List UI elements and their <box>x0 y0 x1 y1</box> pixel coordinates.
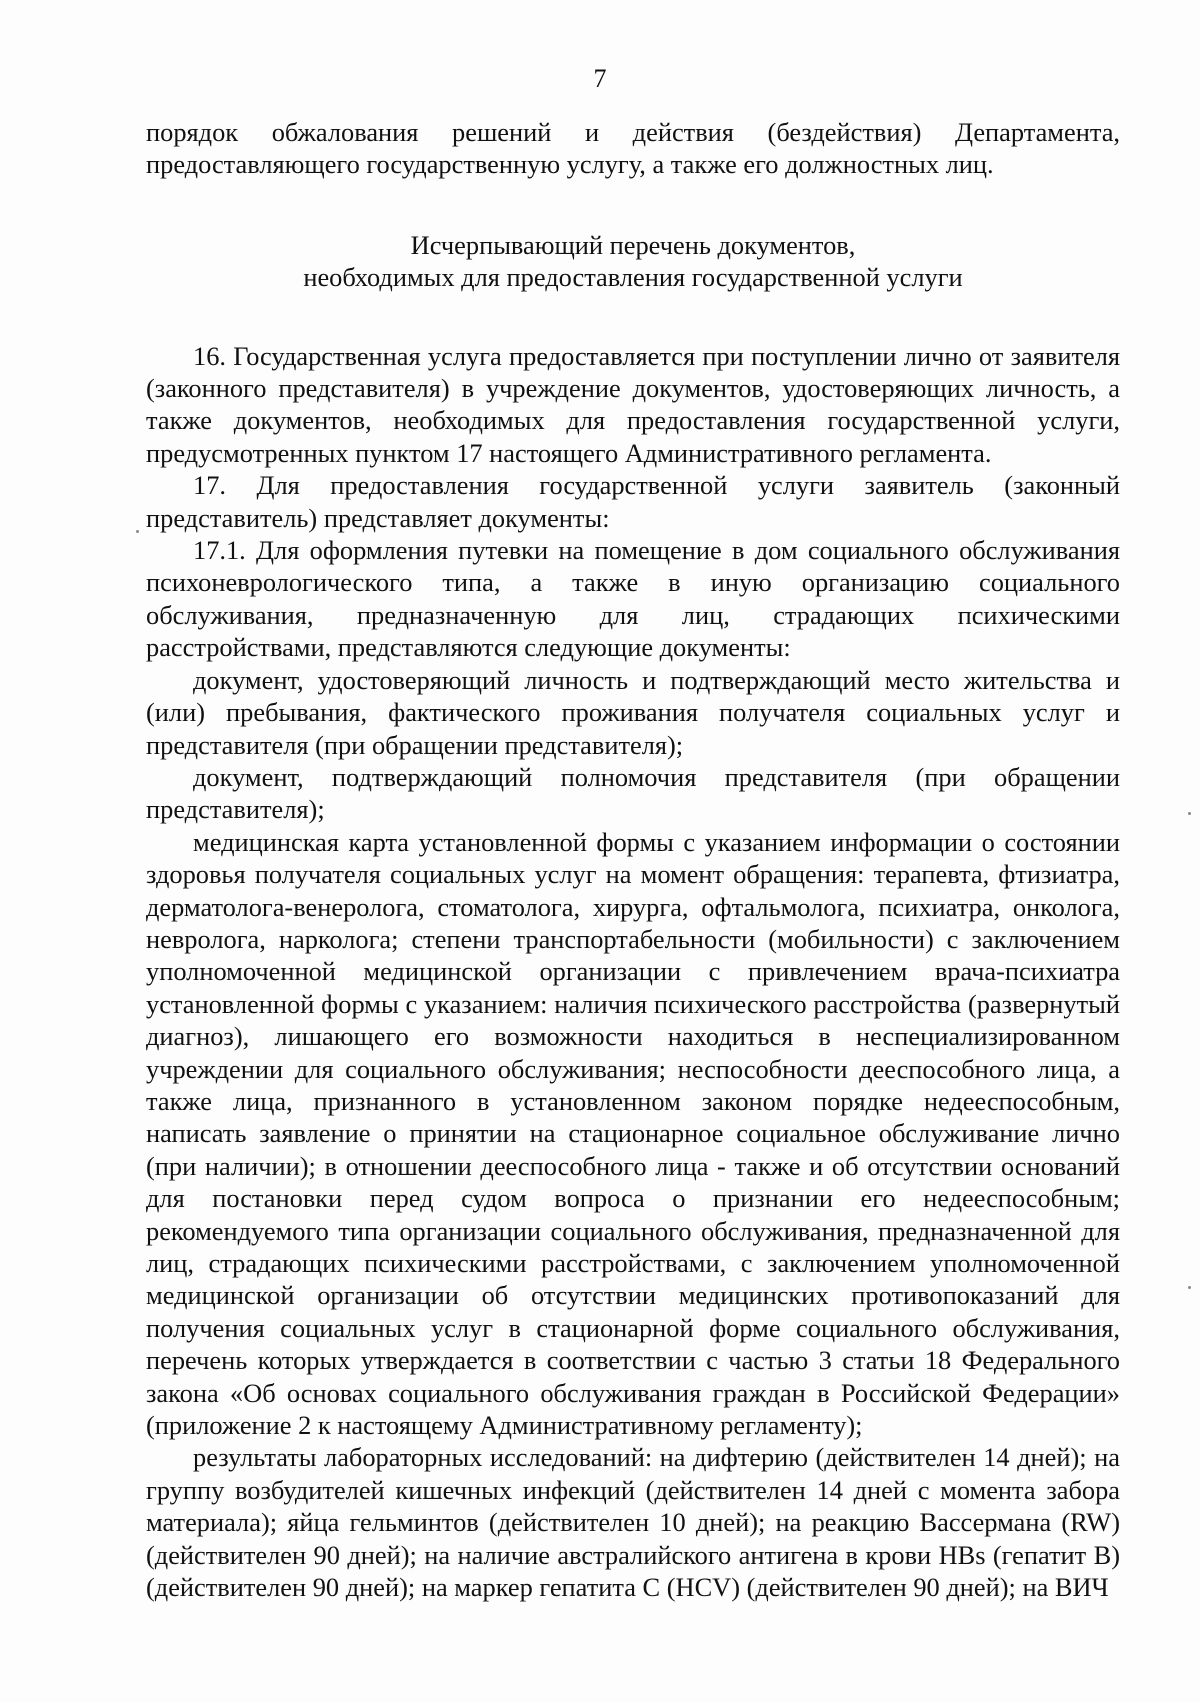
scan-speck <box>1188 812 1191 815</box>
paragraph-17: 17. Для предоставления государственной услуги заявитель (законный представитель) представляет документы: <box>146 470 1120 533</box>
item-authority-document: документ, подтверждающий полномочия представителя (при обращении представителя); <box>146 761 1120 825</box>
paragraph-16: 16. Государственная услуга предоставляется при поступлении лично от заявителя (законного представителя) в учреждение документов, удостоверяющих личность, а также документов, необходимых для предоставления государственной услуги, предусмотренных пунктом 17 настоящего Административного регламента. <box>146 340 1120 468</box>
document-body <box>146 116 1120 1603</box>
item-medical-card: медицинская карта установленной формы с указанием информации о состоянии здоровья получателя социальных услуг на момент обращения: терапевта, фтизиатра, дерматолога-венеролога, стоматолога, хирурга, офтальмолога, психиатра, онколога, невролога, нарколога; степени транспортабельности (мобильности) с заключением уполномоченной медицинской организации с привлечением врача-психиатра установленной формы с указанием: наличия психического расстройства (развернутый диагноз), лишающего его возможности находиться в неспециализированном учреждении для социального обслуживания; неспособности дееспособного лица, а также лица, признанного в установленном законом порядке недееспособным, написать заявление о принятии на стационарное социальное обслуживание лично (при наличии); в отношении дееспособного лица - также и об отсутствии оснований для постановки перед судом вопроса о признании его недееспособным; рекомендуемого типа организации социального обслуживания, предназначенной для лиц, страдающих психическими расстройствами, с заключением уполномоченной медицинской организации об отсутствии медицинских противопоказаний для получения социальных услуг в стационарной форме социального обслуживания, перечень которых утверждается в соответствии с частью 3 статьи 18 Федерального закона «Об основах социального обслуживания граждан в Российской Федерации» (приложение 2 к настоящему Административному регламенту); <box>146 826 1120 1441</box>
section-heading-line-2: необходимых для предоставления государственной услуги <box>303 262 963 293</box>
intro-paragraph: порядок обжалования решений и действия (бездействия) Департамента, предоставляющего государственную услугу, а также его должностных лиц. <box>146 117 1120 180</box>
scan-speck <box>1188 1286 1191 1289</box>
item-lab-results: результаты лабораторных исследований: на дифтерию (действителен 14 дней); на группу возбудителей кишечных инфекций (действителен 14 дней с момента забора материала); яйца гельминтов (действителен 10 дней); на реакцию Вассермана (RW) (действителен 90 дней); на наличие австралийского антигена в крови HBs (гепатит В) (действителен 90 дней); на маркер гепатита С (HCV) (действителен 90 дней); на ВИЧ <box>146 1442 1120 1603</box>
section-heading <box>146 229 1120 294</box>
page-number: 7 <box>593 64 607 93</box>
section-heading-line-1: Исчерпывающий перечень документов, <box>410 229 856 260</box>
scan-speck <box>136 530 139 533</box>
item-identity-document: документ, удостоверяющий личность и подтверждающий место жительства и (или) пребывания, фактического проживания получателя социальных услуг и представителя (при обращении представителя); <box>146 664 1120 760</box>
paragraph-17-1: 17.1. Для оформления путевки на помещение в дом социального обслуживания психоневрологического типа, а также в иную организацию социального обслуживания, предназначенную для лиц, страдающих психическими расстройствами, представляются следующие документы: <box>146 535 1120 663</box>
